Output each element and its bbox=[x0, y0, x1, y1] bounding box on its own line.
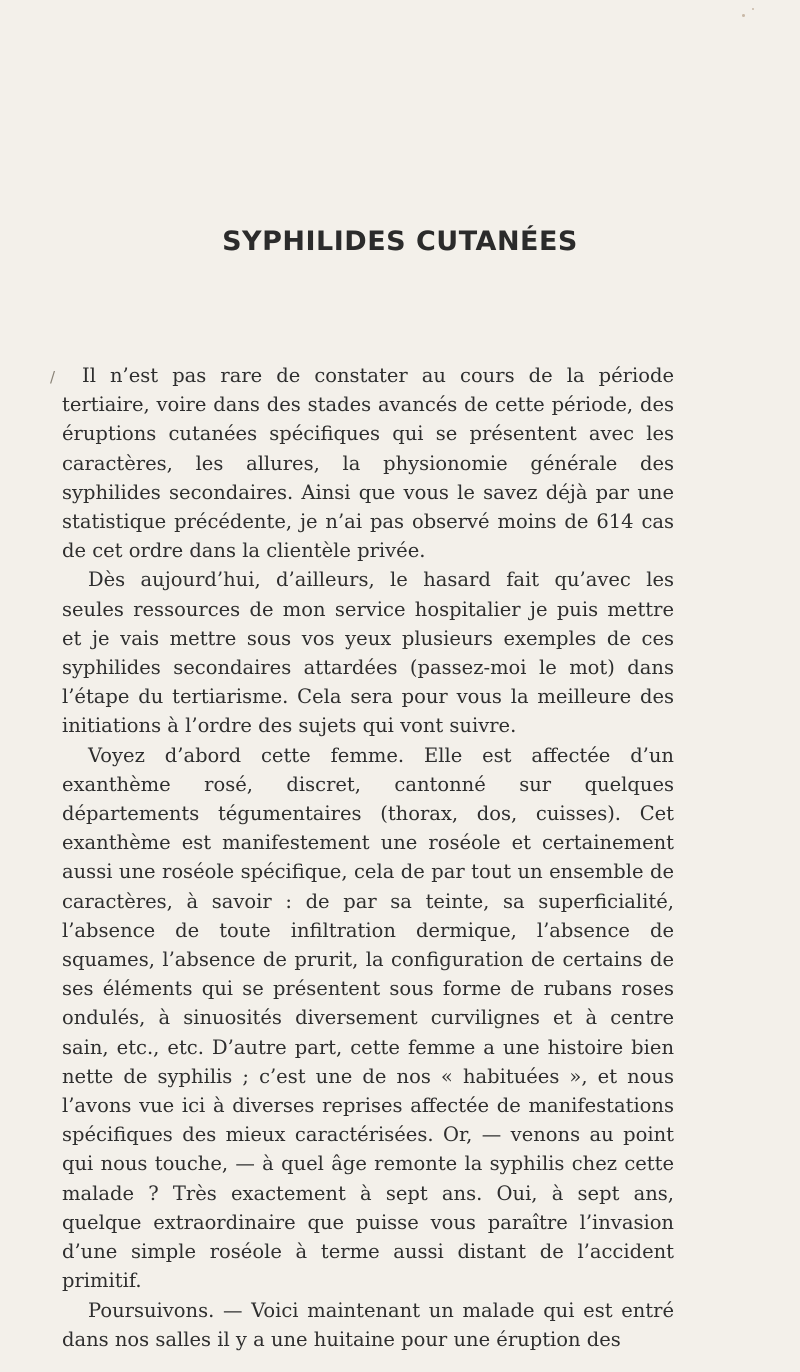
body-text bbox=[62, 361, 674, 1354]
paragraph-4: Poursuivons. — Voici maintenant un malade qui est entré dans nos salles il y a une huitaine pour une éruption des bbox=[62, 1298, 674, 1351]
paper-speck bbox=[742, 14, 745, 17]
margin-pencil-mark: / bbox=[50, 368, 56, 386]
paragraph-1: Il n’est pas rare de constater au cours de la période tertiaire, voire dans des stades avancés de cette période, des éruptions cutanées spécifiques qui se présentent avec les caractères, les allures, la physionomie générale des syphilides secondaires. Ainsi que vous le savez déjà par une statistique précédente, je n’ai pas observé moins de 614 cas de cet ordre dans la clientèle privée. bbox=[62, 364, 674, 563]
page-title: SYPHILIDES CUTANÉES bbox=[222, 226, 578, 257]
paragraph-2: Dès aujourd’hui, d’ailleurs, le hasard fait qu’avec les seules ressources de mon service hospitalier je puis mettre et je vais mettre sous vos yeux plusieurs exemples de ces syphilides secondaires attardées (passez-moi le mot) dans l’étape du tertiarisme. Cela sera pour vous la meilleure des initiations à l’ordre des sujets qui vont suivre. bbox=[62, 568, 674, 738]
paper-speck bbox=[752, 8, 754, 10]
paragraph-3: Voyez d’abord cette femme. Elle est affectée d’un exanthème rosé, discret, cantonné sur quelques départements tégumentaires (thorax, dos, cuisses). Cet exanthème est manifestement une roséole et certainement aussi une roséole spécifique, cela de par tout un ensemble de caractères, à savoir : de par sa teinte, sa superficialité, l’absence de toute infiltration dermique, l’absence de squames, l’absence de prurit, la configuration de certains de ses éléments qui se présentent sous forme de rubans roses ondulés, à sinuosités diversement curvilignes et à centre sain, etc., etc. D’autre part, cette femme a une histoire bien nette de syphilis ; c’est une de nos « habituées », et nous l’avons vue ici à diverses reprises affectée de manifestations spécifiques des mieux caractérisées. Or, — venons au point qui nous touche, — à quel âge remonte la syphilis chez cette malade ? Très exactement à sept ans. Oui, à sept ans, quelque extraordinaire que puisse vous paraître l’invasion d’une simple roséole à terme aussi distant de l’accident primitif. bbox=[62, 743, 674, 1293]
